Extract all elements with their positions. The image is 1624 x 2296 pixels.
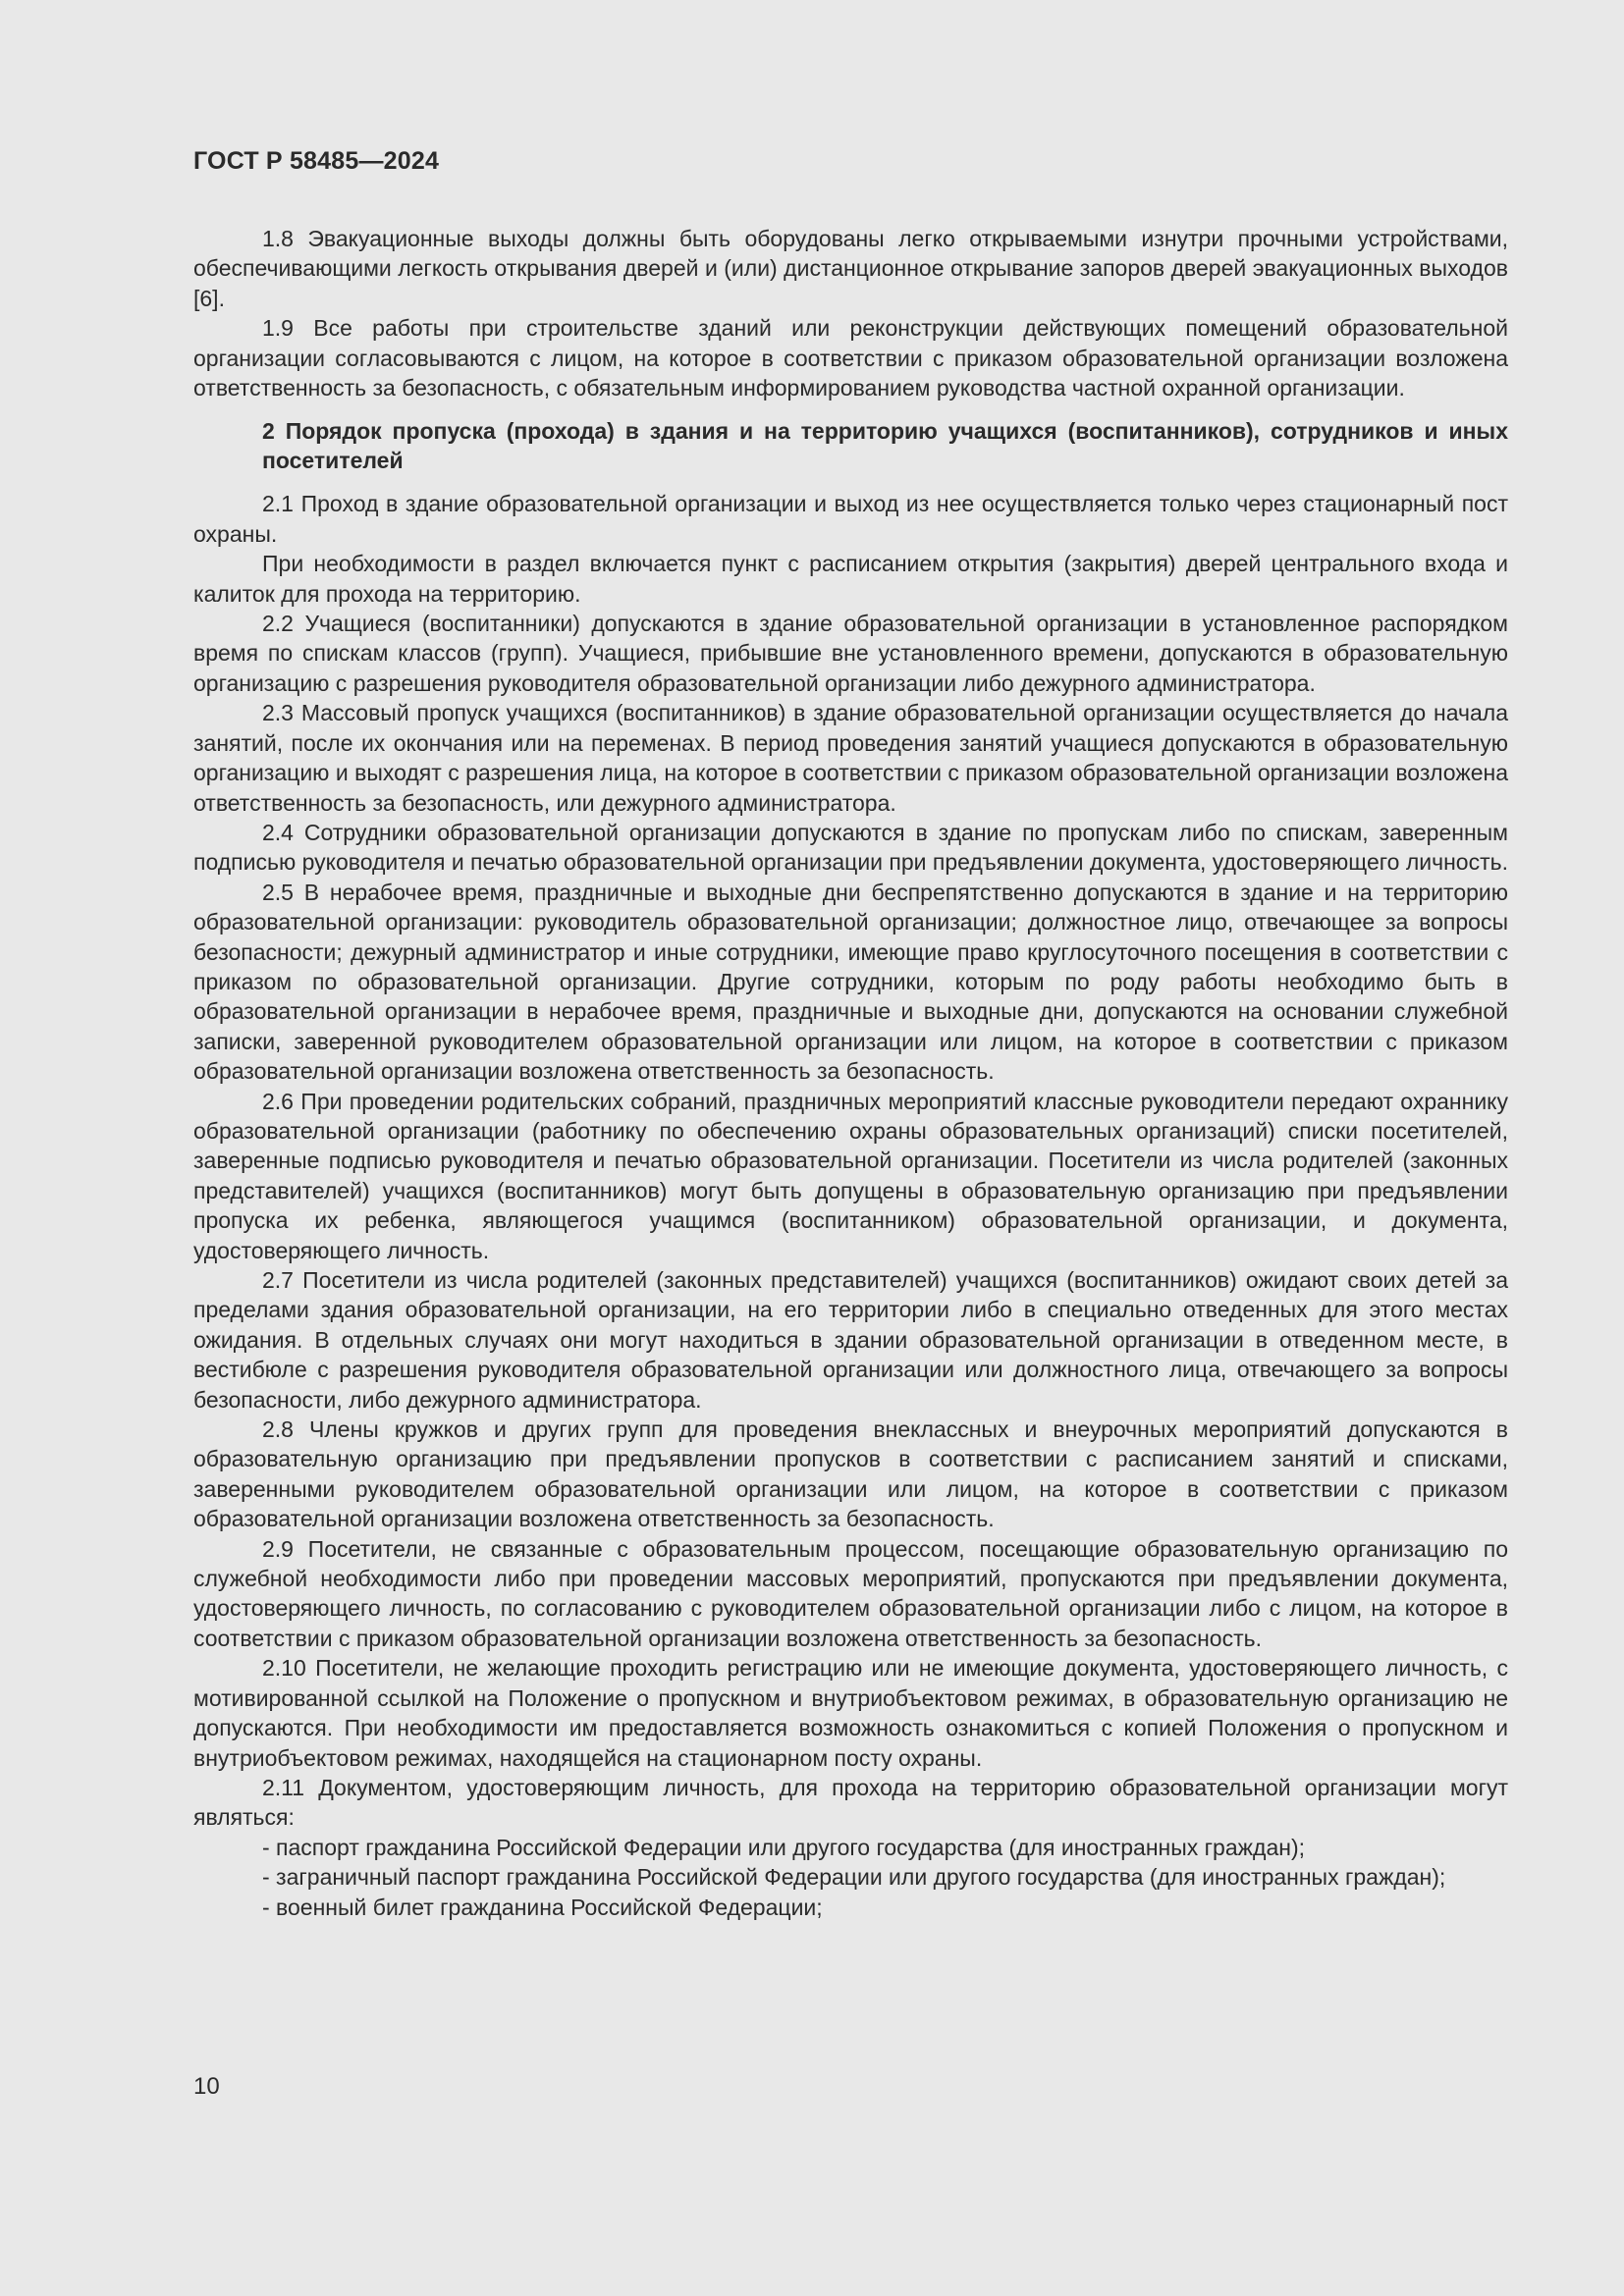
standard-header: ГОСТ Р 58485—2024 bbox=[193, 147, 440, 175]
paragraph-2-5: 2.5 В нерабочее время, праздничные и выходные дни беспрепятственно допускаются в здание и на территорию образовательной организации: руководитель образовательной организации; должностное лицо, отвечающее за вопросы безопасности; дежурный администратор и иные сотрудники, имеющие право круглосуточного посещения в соответствии с приказом по образовательной организации. Другие сотрудники, которым по роду работы необходимо быть в образовательной организации в нерабочее время, праздничные и выходные дни, допускаются на основании служебной записки, заверенной руководителем образовательной организации или лицом, на которое в соответствии с приказом образовательной организации возложена ответственность за безопасность. bbox=[193, 879, 1508, 1085]
page-number: 10 bbox=[193, 2073, 220, 2100]
paragraph-2-9: 2.9 Посетители, не связанные с образовательным процессом, посещающие образовательную организацию по служебной необходимости либо при проведении массовых мероприятий, пропускаются при предъявлении документа, удостоверяющего личность, по согласованию с руководителем образовательной организации либо с лицом, на которое в соответствии с приказом образовательной организации возложена ответственность за безопасность. bbox=[193, 1535, 1508, 1651]
paragraph-2-7: 2.7 Посетители из числа родителей (законных представителей) учащихся (воспитанников) ожидают своих детей за пределами здания образовательной организации, на его территории либо в специально отведенных для этого местах ожидания. В отдельных случаях они могут находиться в здании образовательной организации в отведенном месте, в вестибюле с разрешения руководителя образовательной организации или должностного лица, отвечающего за вопросы безопасности, либо дежурного администратора. bbox=[193, 1267, 1508, 1413]
paragraph-2-2: 2.2 Учащиеся (воспитанники) допускаются в здание образовательной организации в установленное распорядком время по спискам классов (групп). Учащиеся, прибывшие вне установленного времени, допускаются в образовательную организацию с разрешения руководителя образовательной организации либо дежурного администратора. bbox=[193, 611, 1508, 696]
paragraph-2-3: 2.3 Массовый пропуск учащихся (воспитанников) в здание образовательной организации осуществляется до начала занятий, после их окончания или на переменах. В период проведения занятий учащиеся допускаются в образовательную организацию и выходят с разрешения лица, на которое в соответствии с приказом образовательной организации возложена ответственность за безопасность, или дежурного администратора. bbox=[193, 700, 1508, 816]
list-item: - заграничный паспорт гражданина Российской Федерации или другого государства (для иностранных граждан); bbox=[262, 1864, 1446, 1891]
paragraph-2-4: 2.4 Сотрудники образовательной организации допускаются в здание по пропускам либо по спискам, заверенным подписью руководителя и печатью образовательной организации при предъявлении документа, удостоверяющего личность. bbox=[193, 819, 1508, 876]
paragraph-2-11: 2.11 Документом, удостоверяющим личность, для прохода на территорию образовательной организации могут являться: bbox=[193, 1774, 1508, 1831]
section-heading-2: 2 Порядок пропуска (прохода) в здания и на территорию учащихся (воспитанников), сотрудников и иных посетителей bbox=[262, 418, 1508, 474]
list-item: - паспорт гражданина Российской Федерации или другого государства (для иностранных граждан); bbox=[262, 1834, 1305, 1860]
list-item: - военный билет гражданина Российской Федерации; bbox=[262, 1894, 823, 1920]
paragraph-note: При необходимости в раздел включается пункт с расписанием открытия (закрытия) дверей центрального входа и калиток для прохода на территорию. bbox=[193, 551, 1508, 607]
paragraph-2-6: 2.6 При проведении родительских собраний, праздничных мероприятий классные руководители передают охраннику образовательной организации (работнику по обеспечению охраны образовательных организаций) списки посетителей, заверенные подписью руководителя и печатью образовательной организации. Посетители из числа родителей (законных представителей) учащихся (воспитанников) могут быть допущены в образовательную организацию при предъявлении пропуска их ребенка, являющегося учащимся (воспитанником) образовательной организации, и документа, удостоверяющего личность. bbox=[193, 1088, 1508, 1263]
paragraph-1-8: 1.8 Эвакуационные выходы должны быть оборудованы легко открываемыми изнутри прочными устройствами, обеспечивающими легкость открывания дверей и (или) дистанционное открывание запоров дверей эвакуационных выходов [6]. bbox=[193, 226, 1508, 311]
paragraph-2-10: 2.10 Посетители, не желающие проходить регистрацию или не имеющие документа, удостоверяющего личность, с мотивированной ссылкой на Положение о пропускном и внутриобъектовом режимах, в образовательную организацию не допускаются. При необходимости им предоставляется возможность ознакомиться с копией Положения о пропускном и внутриобъектовом режимах, находящейся на стационарном посту охраны. bbox=[193, 1655, 1508, 1771]
paragraph-1-9: 1.9 Все работы при строительстве зданий или реконструкции действующих помещений образовательной организации согласовываются с лицом, на которое в соответствии с приказом образовательной организации возложена ответственность за безопасность, с обязательным информированием руководства частной охранной организации. bbox=[193, 315, 1508, 401]
paragraph-2-1: 2.1 Проход в здание образовательной организации и выход из нее осуществляется только через стационарный пост охраны. bbox=[193, 491, 1508, 547]
document-body bbox=[193, 224, 1508, 1922]
paragraph-2-8: 2.8 Члены кружков и других групп для проведения внеклассных и внеурочных мероприятий допускаются в образовательную организацию при предъявлении пропусков в соответствии с расписанием занятий и списками, заверенными руководителем образовательной организации или лицом, на которое в соответствии с приказом образовательной организации возложена ответственность за безопасность. bbox=[193, 1416, 1508, 1532]
